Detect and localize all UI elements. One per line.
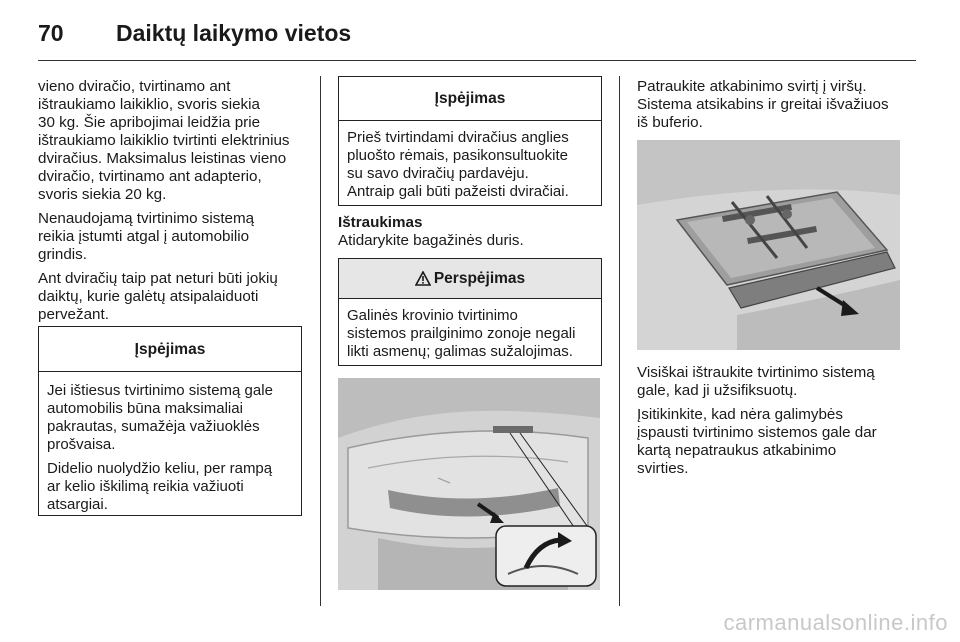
text-line: įspausti tvirtinimo sistemos gale dar: [637, 424, 877, 441]
text-line: su savo dviračių pardavėju.: [347, 165, 529, 182]
text-line: kartą nepatraukus atkabinimo: [637, 442, 837, 459]
text-line: sistemos prailginimo zonoje negali: [347, 325, 576, 342]
text-line: grindis.: [38, 246, 87, 263]
figure-release-lever: [338, 378, 600, 590]
column-divider-2: [619, 76, 620, 606]
warning-box-danger-zone: [338, 258, 602, 366]
rear-bumper-illustration: [338, 378, 600, 590]
column-3-top: [637, 78, 917, 138]
text-line: prošvaisa.: [47, 436, 116, 453]
column-3-bottom: [637, 364, 917, 484]
caution-box-title: Įspėjimas: [339, 77, 601, 121]
paragraph-unused-system: [38, 210, 310, 264]
text-line: Įsitikinkite, kad nėra galimybės: [637, 406, 843, 423]
section-extraction: [338, 214, 608, 250]
watermark-text: carmanualsonline.info: [723, 610, 948, 635]
caution-box-carbon-frames: [338, 76, 602, 206]
text-line: daiktų, kurie galėtų atsipalaiduoti: [38, 288, 259, 305]
text-line: Sistema atsikabins ir greitai išvažiuos: [637, 96, 889, 113]
paragraph-pull-lever: [637, 78, 917, 132]
warning-box-body: [339, 299, 601, 367]
warning-triangle-icon: [415, 271, 431, 286]
text-line: pervežant.: [38, 306, 109, 323]
text-line: ar kelio iškilimą reikia važiuoti: [47, 478, 244, 495]
text-line: atsargiai.: [47, 496, 108, 513]
text-line: Visiškai ištraukite tvirtinimo sistemą: [637, 364, 875, 381]
text-line: svoris siekia 20 kg.: [38, 186, 167, 203]
text-line: Galinės krovinio tvirtinimo: [347, 307, 518, 324]
text-line: 30 kg. Šie apribojimai leidžia prie: [38, 114, 261, 131]
text-line: Prieš tvirtindami dviračius anglies: [347, 129, 569, 146]
caution-box-body: [339, 121, 601, 207]
warning-box-header: [339, 259, 601, 299]
text-line: pluošto rėmais, pasikonsultuokite: [347, 147, 568, 164]
figure-extended-carrier: [637, 140, 900, 350]
column-1: [38, 78, 310, 330]
text-line: dviračio, tvirtinamo ant adapterio,: [38, 168, 262, 185]
text-line: ištraukiamo laikiklio tvirtinti elektrinius: [38, 132, 290, 149]
text-line: svirties.: [637, 460, 689, 477]
section-heading: Ištraukimas: [338, 214, 423, 231]
text-line: automobilis būna maksimaliai: [47, 400, 243, 417]
paragraph-fully-extend: [637, 364, 917, 400]
caution-box-title: Įspėjimas: [39, 327, 301, 372]
text-line: vieno dviračio, tvirtinamo ant: [38, 78, 231, 95]
header-rule: [38, 60, 916, 61]
text-line: likti asmenų; galimas sužalojimas.: [347, 343, 573, 360]
text-line: ištraukiamo laikiklio, svoris siekia: [38, 96, 260, 113]
paragraph-weight-limits: [38, 78, 310, 204]
page-title: Daiktų laikymo vietos: [116, 20, 352, 46]
column-divider-1: [320, 76, 321, 606]
text-line: Nenaudojamą tvirtinimo sistemą: [38, 210, 255, 227]
text-line: iš buferio.: [637, 114, 703, 131]
section-text: Atidarykite bagažinės duris.: [338, 232, 524, 249]
paragraph-loose-items: [38, 270, 310, 324]
text-line: Patraukite atkabinimo svirtį į viršų.: [637, 78, 867, 95]
paragraph-ensure-locked: [637, 406, 917, 478]
text-line: Antraip gali būti pažeisti dviračiai.: [347, 183, 569, 200]
page-header: [38, 14, 918, 54]
extended-carrier-illustration: [637, 140, 900, 350]
page-number: 70: [38, 20, 64, 46]
caution-box-clearance: [38, 326, 302, 516]
warning-box-title: Perspėjimas: [433, 270, 526, 287]
caution-box-body: [39, 372, 301, 526]
text-line: Ant dviračių taip pat neturi būti jokių: [38, 270, 278, 287]
text-line: Jei ištiesus tvirtinimo sistemą gale: [47, 382, 273, 399]
text-line: reikia įstumti atgal į automobilio: [38, 228, 250, 245]
text-line: gale, kad ji užsifiksuotų.: [637, 382, 798, 399]
text-line: dviračius. Maksimalus leistinas vieno: [38, 150, 287, 167]
text-line: Didelio nuolydžio keliu, per rampą: [47, 460, 273, 477]
text-line: pakrautas, sumažėja važiuoklės: [47, 418, 260, 435]
